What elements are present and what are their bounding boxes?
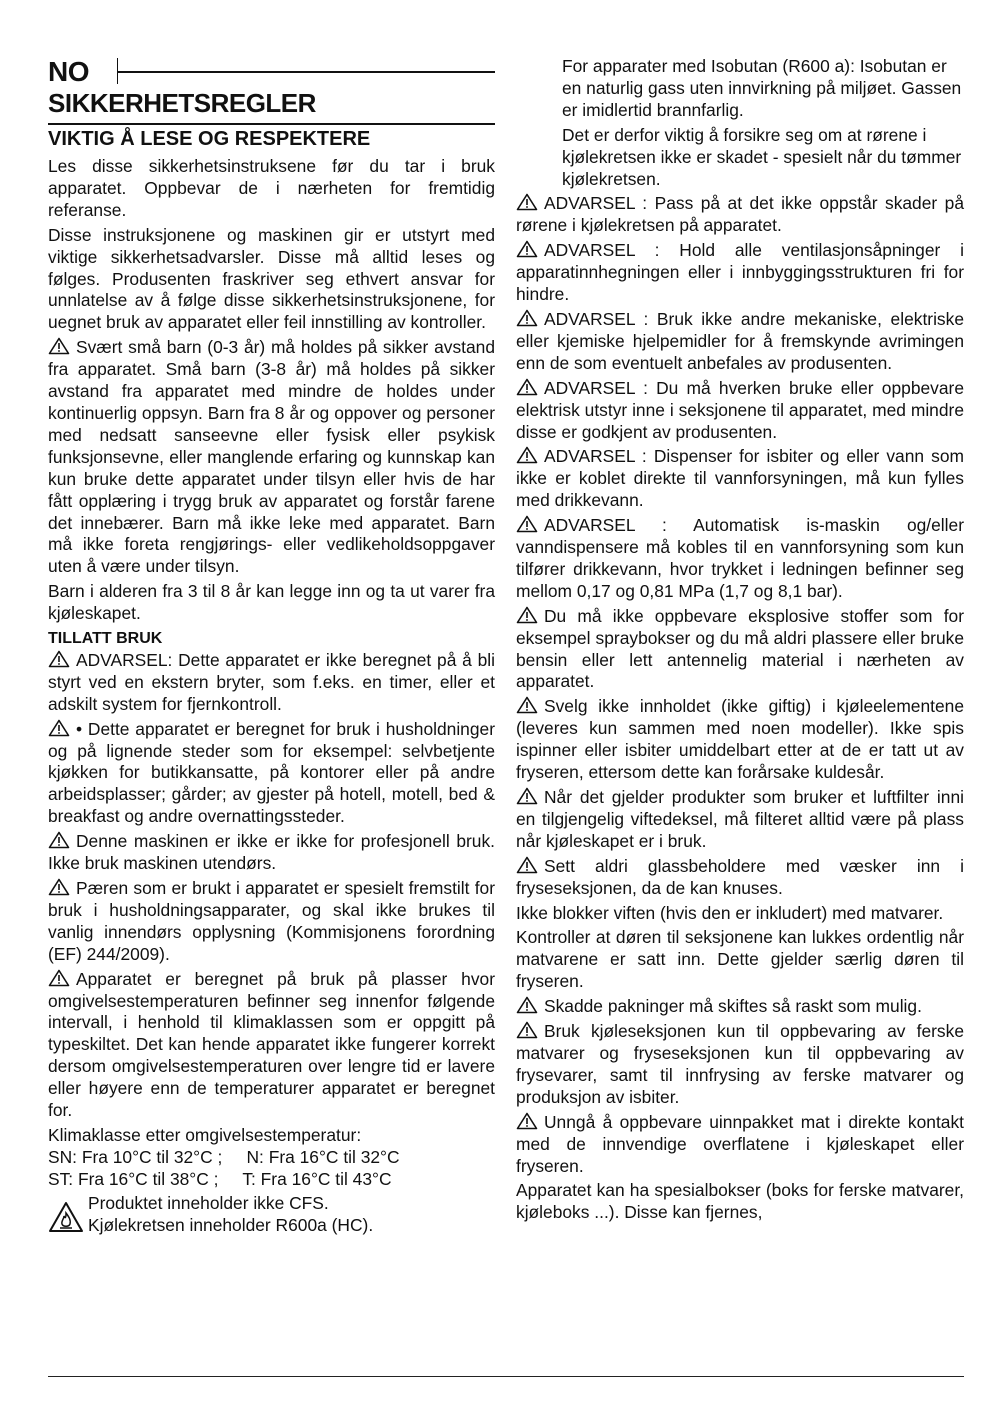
- warning-item: ADVARSEL : Dispenser for isbiter og eller vann som ikke er koblet direkte til vannforsyningen, må kun fylles med drikkevann.: [516, 446, 964, 511]
- cfs-line: Produktet inneholder ikke CFS.: [88, 1192, 329, 1213]
- isobutane-paragraph: For apparater med Isobutan (R600 a): Isobutan er en naturlig gass uten innvirkning på miljøet. Gassen er imidlertid brannfarlig.: [562, 56, 962, 120]
- warning-triangle-icon: [516, 1021, 538, 1039]
- warning-triangle-icon: [48, 878, 70, 896]
- section-subtitle: VIKTIG Å LESE OG RESPEKTERE: [48, 128, 371, 150]
- children-paragraph: Barn i alderen fra 3 til 8 år kan legge inn og ta ut varer fra kjøleskapet.: [48, 581, 495, 624]
- warning-item: ADVARSEL : Pass på at det ikke oppstår skader på rørene i kjølekretsen på apparatet.: [516, 193, 964, 236]
- children-warning: Svært små barn (0-3 år) må holdes på sikker avstand fra apparatet. Små barn (3-8 år) må holdes på sikker avstand fra apparatet med mindre de holdes under kontinuerlig oppsyn. Barn fra 8 år og oppover og personer med nedsatt sanseevne eller fysisk eller psykisk funksjonsevne, eller manglende erfaring og kunnskap kan kun bruke dette apparatet under tilsyn eller hvis de har fått opplæring i trygg bruk av apparatet og forstår farene det innebærer. Barn må ikke leke med apparatet. Barn må ikke foreta rengjørings- eller vedlikeholdsoppgaver uten å være under tilsyn.: [48, 337, 495, 577]
- warning-triangle-icon: [516, 856, 538, 874]
- cfs-notice: [48, 1193, 495, 1239]
- warning-item: ADVARSEL : Bruk ikke andre mekaniske, elektriske eller kjemiske hjelpemidler for å fremskynde avrimingen enn de som eventuelt anbefales av produsenten.: [516, 308, 964, 373]
- header-line: [118, 71, 495, 73]
- warning-triangle-icon: [516, 1112, 538, 1130]
- warning-triangle-icon: [516, 240, 538, 258]
- warning-item: ADVARSEL : Hold alle ventilasjonsåpninger i apparatinnhegningen eller i innbyggingsstrukturen fri for hindre.: [516, 240, 964, 305]
- warning-triangle-icon: [48, 337, 70, 355]
- warning-item: Bruk kjøleseksjonen kun til oppbevaring av ferske matvarer og fryseseksjonen kun til oppbevaring av frysevarer, samt til innfrysing av ferske matvarer og produksjon av isbiter.: [516, 1021, 964, 1107]
- climate-heading: Klimaklasse etter omgivelsestemperatur:: [48, 1124, 362, 1145]
- allowed-use-heading: TILLATT BRUK: [48, 630, 163, 648]
- warning-item: • Dette apparatet er beregnet for bruk i husholdninger og på lignende steder som for eksempel: selvbetjente kjøkken for butikkansatte, på kontorer eller på andre arbeidsplasser; gårder; av gjester på hotell, motell, bed & breakfast og andre overnattingssteder.: [48, 718, 495, 827]
- warning-item: Denne maskinen er ikke er ikke for profesjonell bruk. Ikke bruk maskinen utendørs.: [48, 831, 495, 874]
- title-rule: [48, 123, 495, 125]
- warning-triangle-icon: [516, 606, 538, 624]
- warning-item: Sett aldri glassbeholdere med væsker inn i fryseseksjonen, da de kan knuses.: [516, 855, 964, 898]
- fan-paragraph: Ikke blokker viften (hvis den er inkludert) med matvarer.: [516, 902, 944, 923]
- left-column: [48, 156, 495, 1239]
- warning-item: ADVARSEL : Du må hverken bruke eller oppbevare elektrisk utstyr inne i seksjonene til apparatet, med mindre disse er godkjent av produsenten.: [516, 377, 964, 442]
- isobutane-paragraph: Det er derfor viktig å forsikre seg om at rørene i kjølekretsen ikke er skadet - spesielt når du tømmer kjølekretsen.: [562, 124, 962, 189]
- warning-item: Pæren som er brukt i apparatet er spesielt fremstilt for bruk i husholdningsapparater, og skal ikke brukes til vanlig innendørs opplysning (Kommisjonens forordning (EF) 244/2009).: [48, 878, 495, 964]
- warning-triangle-icon: [516, 309, 538, 327]
- warning-triangle-icon: [516, 193, 538, 211]
- warning-item: ADVARSEL: Dette apparatet er ikke beregnet på å bli styrt ved en ekstern bryter, som f.eks. en timer, eller et adskilt system for fjernkontroll.: [48, 649, 495, 714]
- intro-paragraph: Les disse sikkerhetsinstruksene før du tar i bruk apparatet. Oppbevar de i nærheten for fremtidig referanse.: [48, 156, 495, 220]
- warning-item: Apparatet er beregnet på bruk på plasser hvor omgivelsestemperaturen befinner seg innenfor følgende intervall, i henhold til klimaklassen som er oppgitt på typeskiltet. Det kan hende apparatet ikke fungerer korrekt dersom omgivelsestemperaturen over lengre tid er lavere eller høyere enn de temperaturer apparatet er beregnet for.: [48, 968, 495, 1121]
- right-column: [516, 56, 964, 1227]
- warning-triangle-icon: [48, 831, 70, 849]
- warning-item: ADVARSEL : Automatisk is-maskin og/eller vanndispensere må kobles til en vannforsyning som kun tilfører drikkevann, hvor trykket i ledningen befinner seg mellom 0,17 og 0,81 MPa (1,7 og 8,1 bar).: [516, 515, 964, 601]
- climate-row: ST: Fra 16°C til 38°C ; T: Fra 16°C til 43°C: [48, 1168, 392, 1189]
- warning-triangle-icon: [48, 719, 70, 737]
- door-paragraph: Kontroller at døren til seksjonene kan lukkes ordentlig når matvarene er satt inn. Dette gjelder særlig døren til fryseren.: [516, 927, 964, 992]
- refrigerant-line: Kjølekretsen inneholder R600a (HC).: [88, 1214, 374, 1235]
- footer-rule: [48, 1376, 964, 1377]
- warning-item: Skadde pakninger må skiftes så raskt som mulig.: [516, 996, 964, 1018]
- warning-item: Når det gjelder produkter som bruker et luftfilter inni en tilgjengelig viftedeksel, må filteret alltid være på plass når kjøleskapet er i bruk.: [516, 787, 964, 851]
- flammable-warning-icon: [48, 1201, 88, 1239]
- warning-triangle-icon: [48, 650, 70, 668]
- warning-item: Svelg ikke innholdet (ikke giftig) i kjøleelementene (leveres kun sammen med noen modeller). Ikke spis ispinner eller isbiter umiddelbart etter at de er tatt ut av fryseren, ettersom dette kan forårsake kuldesår.: [516, 696, 964, 783]
- warning-triangle-icon: [516, 515, 538, 533]
- special-boxes-paragraph: Apparatet kan ha spesialbokser (boks for ferske matvarer, kjøleboks ...). Disse kan fjernes,: [516, 1180, 964, 1223]
- warning-triangle-icon: [516, 787, 538, 805]
- page-title: SIKKERHETSREGLER: [48, 88, 316, 118]
- warning-triangle-icon: [516, 378, 538, 396]
- warning-item: Unngå å oppbevare uinnpakket mat i direkte kontakt med de innvendige overflatene i kjøleskapet eller fryseren.: [516, 1111, 964, 1176]
- warning-triangle-icon: [516, 696, 538, 714]
- warning-item: Du må ikke oppbevare eksplosive stoffer som for eksempel spraybokser og du må aldri plassere eller bruke bensin eller lett antennelig material i nærheten av apparatet.: [516, 605, 964, 692]
- warning-triangle-icon: [516, 446, 538, 464]
- language-code: NO: [48, 56, 89, 87]
- warning-triangle-icon: [516, 996, 538, 1014]
- warning-triangle-icon: [48, 969, 70, 987]
- climate-row: SN: Fra 10°C til 32°C ; N: Fra 16°C til 32°C: [48, 1146, 400, 1167]
- instructions-paragraph: Disse instruksjonene og maskinen gir er utstyrt med viktige sikkerhetsadvarsler. Disse må alltid leses og følges. Produsenten fraskriver seg ethvert ansvar for unnlatelse av å følge disse sikkerhetsinstruksjonene, for uegnet bruk av apparatet eller feil innstilling av kontroller.: [48, 224, 495, 333]
